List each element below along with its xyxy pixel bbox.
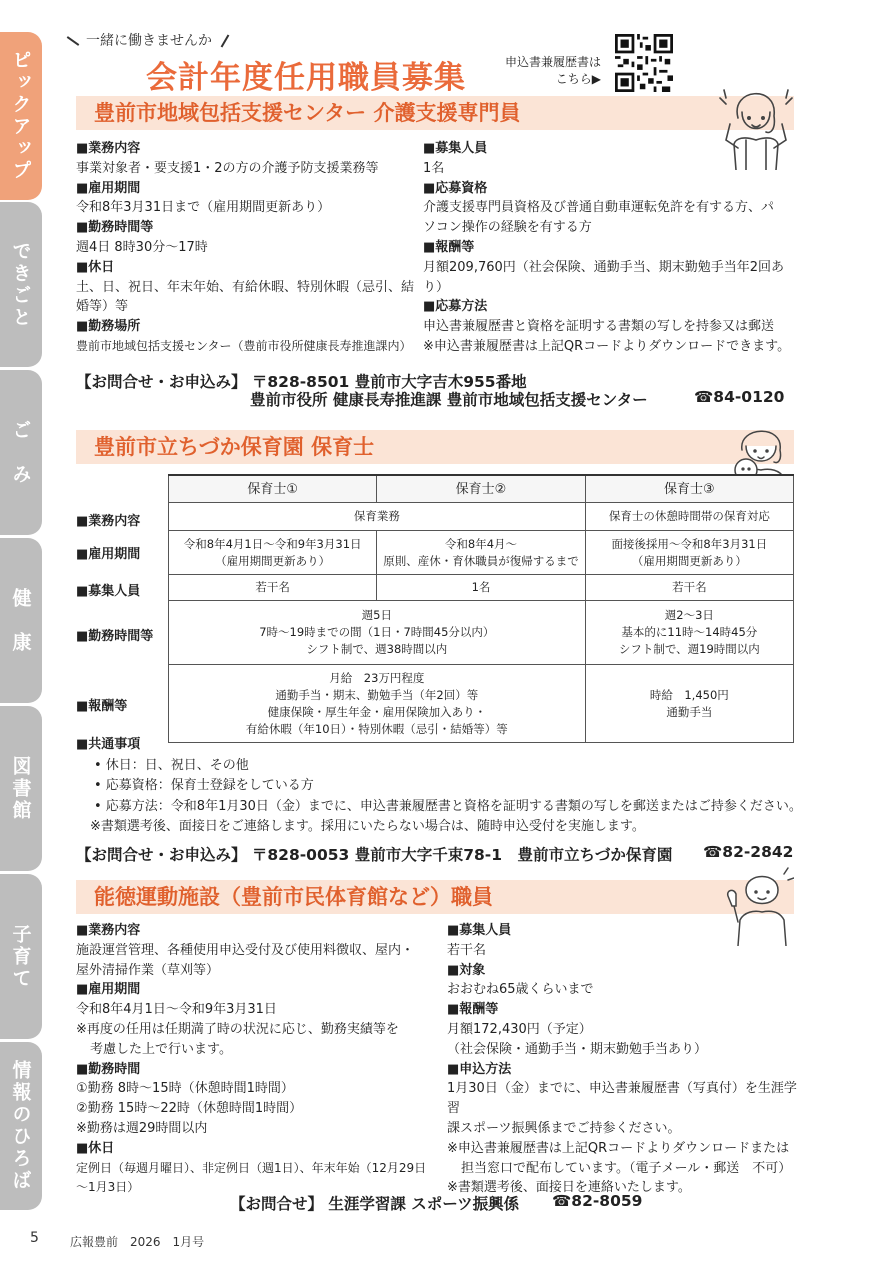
qr-caption <box>505 54 601 88</box>
qr-caption-line: 申込書兼履歴書は <box>505 55 602 69</box>
section1-left-column <box>76 139 421 357</box>
field-value: 事業対象者・要支援1・2の方の介護予防支援業務等 <box>76 160 379 176</box>
section3-contact-phone[interactable]: ☎82-8059 <box>552 1192 643 1210</box>
cell-line: （雇用期間更新あり） <box>631 553 747 568</box>
field-heading: ■業務内容 <box>76 923 141 938</box>
tab-label: 図書館 <box>9 755 32 822</box>
tab-label: 情報のひろば <box>9 1060 32 1192</box>
tab-label: 健 康 <box>9 587 32 654</box>
row-label: ■募集人員 <box>76 584 141 599</box>
nursery-staff-table <box>168 474 794 743</box>
page-title: 会計年度任用職員募集 <box>146 60 466 96</box>
column-header: 保育士② <box>377 475 585 503</box>
field-value: ②勤務 15時～22時（休憩時間1時間） <box>76 1101 303 1117</box>
field-value: 若干名 <box>447 942 487 958</box>
section2-contact-phone[interactable]: ☎82-2842 <box>703 843 794 861</box>
field-value: ソコン操作の経験を有する方 <box>423 220 592 236</box>
field-heading: ■募集人員 <box>423 141 488 156</box>
cell-line: 通勤手当・期末、勤勉手当（年2回）等 <box>275 687 479 702</box>
tab-garbage[interactable] <box>0 370 42 535</box>
field-heading: ■勤務時間等 <box>76 220 154 236</box>
tab-label: 子育て <box>9 923 32 990</box>
list-item: • 応募方法：令和8年1月30日（金）までに、申込書兼履歴書と資格を証明する書類の写しを郵送またはご持参ください。 <box>94 798 802 814</box>
catch-text: 一緒に働きませんか <box>86 33 212 49</box>
row-label: ■報酬等 <box>76 699 128 714</box>
table-cell <box>377 531 585 575</box>
cell-line: 週5日 <box>361 608 392 622</box>
field-heading: ■申込方法 <box>447 1061 512 1077</box>
field-value: ※書類選考後、面接日を連絡いたします。 <box>447 1180 691 1196</box>
field-value: 月額209,760円（社会保険、通勤手当、期末勤勉手当年2回あ <box>423 259 785 275</box>
field-value: 豊前市地域包括支援センター（豊前市役所健康長寿推進課内） <box>76 338 412 353</box>
field-heading: ■雇用期間 <box>76 982 141 998</box>
cell-line: （雇用期間更新あり） <box>215 553 331 568</box>
field-value: 週4日 8時30分～17時 <box>76 239 208 255</box>
field-value: ※再度の任用は任期満了時の状況に応じ、勤務実績等を <box>76 1021 399 1037</box>
table-cell <box>169 531 377 575</box>
section3-title: 能徳運動施設（豊前市民体育館など）職員 <box>94 885 493 909</box>
field-value: 土、日、祝日、年末年始、有給休暇、特別休暇（忌引、結 <box>76 279 415 295</box>
table-cell: 若干名 <box>169 575 377 601</box>
cell-line: シフト制で、週38時間以内 <box>306 642 448 656</box>
column-header: 保育士① <box>169 475 377 503</box>
column-header: 保育士③ <box>585 475 793 503</box>
field-heading: ■雇用期間 <box>76 180 141 196</box>
field-heading: ■勤務時間 <box>76 1061 141 1077</box>
section2-contact: 【お問合せ・お申込み】 〒828-0053 豊前市大字千束78-1 豊前市立ちづか保育園 <box>76 846 673 864</box>
field-value: 1月30日（金）までに、申込書兼履歴書（写真付）を生涯学習 <box>447 1081 797 1117</box>
field-heading: ■休日 <box>76 1140 115 1156</box>
field-heading: ■募集人員 <box>447 923 512 938</box>
tab-childcare[interactable] <box>0 874 42 1039</box>
table-cell <box>585 665 793 743</box>
field-heading: ■報酬等 <box>447 1002 499 1018</box>
cell-line: 週2～3日 <box>664 608 714 622</box>
field-heading: ■応募資格 <box>423 180 488 196</box>
table-cell <box>169 601 586 665</box>
table-cell: 保育業務 <box>169 503 586 531</box>
section3-left-column <box>76 921 431 1198</box>
field-value: （社会保険・通勤手当・期末勤勉手当あり） <box>447 1041 708 1057</box>
tab-pickup[interactable] <box>0 32 42 200</box>
tab-label: ピックアップ <box>9 50 32 182</box>
field-value: ※申込書兼履歴書は上記QRコードよりダウンロードできます。 <box>423 338 791 354</box>
tab-label: ご み <box>9 419 32 486</box>
field-heading: ■対象 <box>447 962 486 978</box>
table-cell: 保育士の休憩時間帯の保育対応 <box>585 503 793 531</box>
cell-line: 基本的に11時～14時45分 <box>621 625 758 639</box>
cell-line: 令和8年4月～ <box>444 536 518 551</box>
section1-right-column <box>423 139 798 357</box>
field-value: 担当窓口で配布しています。（電子メール・郵送 不可） <box>461 1160 792 1176</box>
field-heading: ■業務内容 <box>76 141 141 156</box>
cell-line: 時給 1,450円 <box>649 687 729 702</box>
table-header-row <box>169 475 794 503</box>
section1-contact-office: 豊前市役所 健康長寿推進課 豊前市地域包括支援センター <box>250 391 648 409</box>
field-value: 定例日（毎週月曜日）、非定例日（週1日）、年末年始（12月29日～1月3日） <box>76 1160 427 1195</box>
common-title: ■共通事項 <box>76 737 141 752</box>
tab-health[interactable] <box>0 538 42 703</box>
section1-title: 豊前市地域包括支援センター 介護支援専門員 <box>94 101 521 125</box>
qr-code-icon[interactable] <box>615 34 673 92</box>
row-label: ■雇用期間 <box>76 547 141 562</box>
table-cell <box>169 665 586 743</box>
cell-line: 面接後採用～令和8年3月31日 <box>611 536 768 551</box>
table-row <box>169 665 794 743</box>
tab-events[interactable] <box>0 202 42 367</box>
table-row <box>169 503 794 531</box>
section2-title: 豊前市立ちづか保育園 保育士 <box>94 435 375 459</box>
cell-line: 令和8年4月1日～令和9年3月31日 <box>183 536 362 551</box>
qr-caption-line: こちら▶ <box>555 72 602 86</box>
field-value: 月額172,430円（予定） <box>447 1021 592 1037</box>
field-value: 課スポーツ振興係までご持参ください。 <box>447 1120 681 1136</box>
field-heading: ■休日 <box>76 259 115 275</box>
section1-contact-address: 【お問合せ・お申込み】 〒828-8501 豊前市大字吉木955番地 <box>76 373 527 391</box>
section3-contact: 【お問合せ】 生涯学習課 スポーツ振興係 <box>230 1195 520 1213</box>
field-value: 考慮した上で行います。 <box>90 1041 232 1057</box>
cell-line: 原則、産休・育休職員が復帰するまで <box>383 553 579 568</box>
field-heading: ■報酬等 <box>423 239 475 255</box>
table-cell: 1名 <box>377 575 585 601</box>
field-value: ※申込書兼履歴書は上記QRコードよりダウンロードまたは <box>447 1140 790 1156</box>
catchphrase <box>60 30 238 50</box>
field-value: 1名 <box>423 160 445 176</box>
list-item: • 応募資格：保育士登録をしている方 <box>94 778 314 793</box>
list-item: • 休日：日、祝日、その他 <box>94 757 249 773</box>
field-value: 介護支援専門員資格及び普通自動車運転免許を有する方、パ <box>423 200 775 216</box>
table-cell: 若干名 <box>585 575 793 601</box>
table-row <box>169 575 794 601</box>
field-value: 施設運営管理、各種使用申込受付及び使用料徴収、屋内・ <box>76 942 415 958</box>
cell-line: 有給休暇（年10日）・特別休暇（忌引・結婚等）等 <box>245 721 508 736</box>
field-heading: ■応募方法 <box>423 299 488 315</box>
page-number: 5 <box>30 1230 39 1246</box>
tab-label: できごと <box>9 240 32 329</box>
field-value: 令和8年3月31日まで（雇用期間更新あり） <box>76 200 331 216</box>
row-label: ■業務内容 <box>76 514 141 529</box>
publication-name: 広報豊前 2026 1月号 <box>70 1235 205 1249</box>
field-value: ①勤務 8時～15時（休憩時間1時間） <box>76 1081 294 1097</box>
section3-right-column <box>447 921 802 1198</box>
table-row <box>169 531 794 575</box>
field-value: り） <box>423 279 450 295</box>
field-value: ※勤務は週29時間以内 <box>76 1120 208 1136</box>
tab-info[interactable] <box>0 1042 42 1210</box>
cell-line: 健康保険・厚生年金・雇用保険加入あり・ <box>267 704 487 719</box>
cell-line: 通勤手当 <box>666 704 713 719</box>
common-items <box>76 735 802 838</box>
table-row <box>169 601 794 665</box>
field-heading: ■勤務場所 <box>76 319 141 335</box>
field-value: おおむね65歳くらいまで <box>447 982 594 998</box>
table-cell <box>585 601 793 665</box>
table-cell <box>585 531 793 575</box>
tab-library[interactable] <box>0 706 42 871</box>
field-value: 婚等）等 <box>76 299 129 315</box>
cell-line: 7時～19時までの間（1日・7時間45分以内） <box>259 625 495 639</box>
field-value: 屋外清掃作業（草刈等） <box>76 962 220 978</box>
field-value: 令和8年4月1日～令和9年3月31日 <box>76 1002 277 1018</box>
row-label: ■勤務時間等 <box>76 629 154 644</box>
cell-line: 月給 23万円程度 <box>329 670 425 685</box>
section1-contact-phone[interactable]: ☎84-0120 <box>694 388 785 406</box>
field-value: 申込書兼履歴書と資格を証明する書類の写しを持参又は郵送 <box>423 319 775 335</box>
cell-line: シフト制で、週19時間以内 <box>618 642 760 656</box>
common-note: ※書類選考後、面接日をご連絡します。採用にいたらない場合は、随時申込受付を実施します。 <box>90 819 645 834</box>
